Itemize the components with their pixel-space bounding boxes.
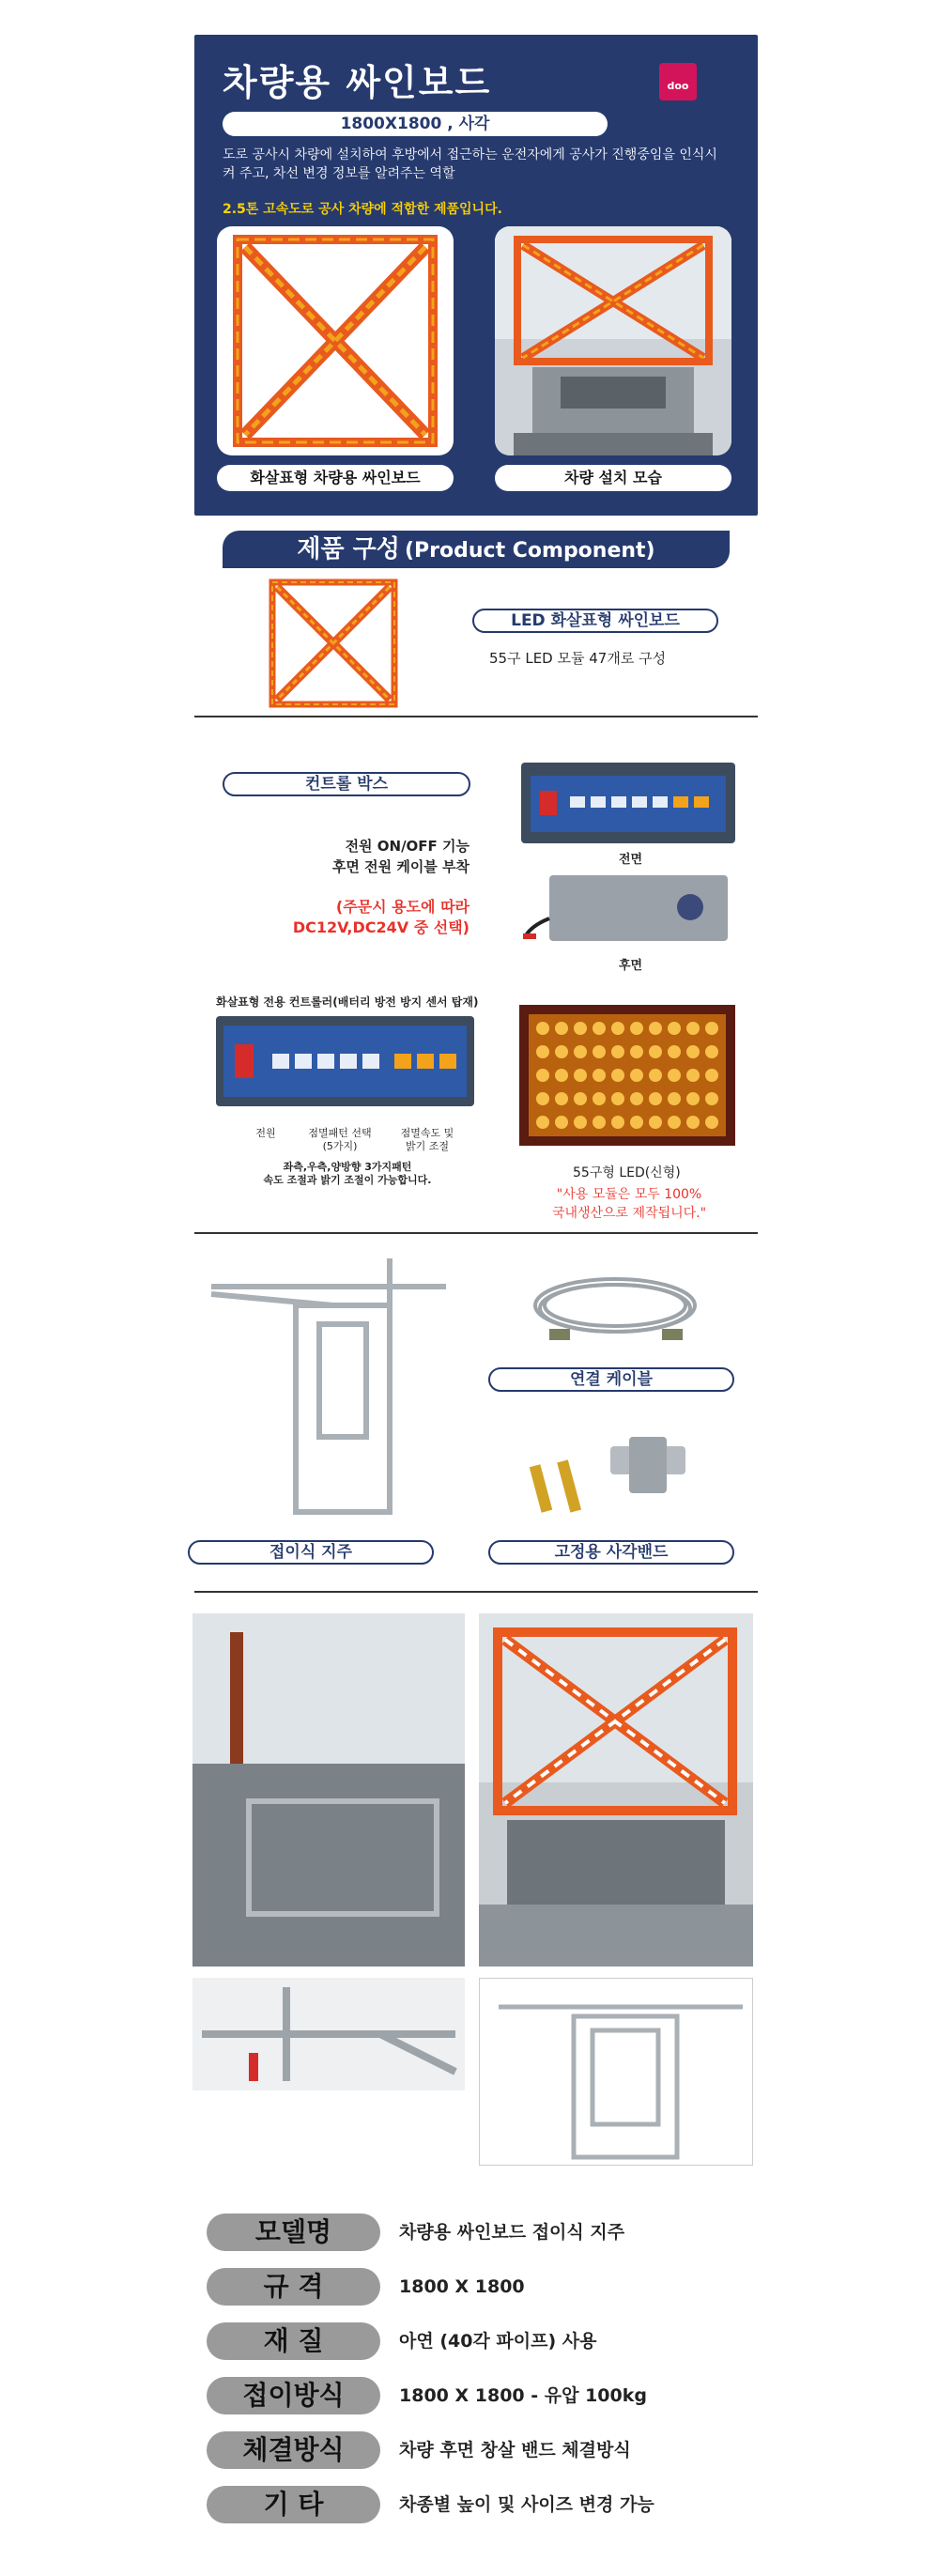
controller-panel-image [216,1016,474,1106]
folding-stand-image [202,1249,455,1521]
led-board-thumbnail [268,578,399,709]
hero-title: 차량용 싸인보드 [223,62,492,103]
controller-note-2: 속도 조절과 밝기 조절이 가능합니다. [263,1174,432,1186]
size-pill: 1800X1800 , 사각 [223,112,608,136]
folding-stand-photo [479,1978,753,2166]
folding-stand-label: 접이식 지주 [188,1540,434,1565]
led-module-label: 55구형 LED(신형) [573,1165,681,1180]
front-label: 전면 [619,853,643,867]
section-title-en: (Product Component) [404,539,655,563]
installation-photo-side [192,1613,465,1967]
spec-label-material: 재 질 [207,2322,380,2360]
spec-value-etc: 차종별 높이 및 사이즈 변경 가능 [399,2494,654,2515]
divider [194,1232,758,1234]
divider [194,716,758,717]
controller-note [235,1161,460,1187]
spec-label-fastening: 체결방식 [207,2431,380,2469]
divider [194,1591,758,1593]
hero-description: 도로 공사시 차량에 설치하여 후방에서 접근하는 운전자에게 공사가 진행중임을 인식시켜 주고, 차선 변경 정보를 알려주는 역할 [223,147,717,181]
spec-label-etc: 기 타 [207,2486,380,2523]
callout-pattern: 점멸패턴 선택 (5가지) [308,1127,372,1152]
control-box-rear-image [521,872,735,950]
spec-value-material: 아연 (40각 파이프) 사용 [399,2331,597,2352]
controller-note-1: 좌측,우측,양방향 3가지패턴 [283,1161,412,1173]
voltage-note-1: (주문시 용도에 따라 [335,898,470,916]
control-features [282,836,470,877]
voltage-note-2: DC12V,DC24V 중 선택) [292,918,470,936]
controller-title: 화살표형 전용 컨트롤러(배터리 방전 방지 센서 탑재) [216,995,479,1009]
led-module-image [519,1005,735,1146]
band-label: 고정용 사각밴드 [488,1540,734,1565]
brand-logo: doo [659,63,697,100]
band-image [526,1427,695,1521]
led-board-desc: 55구 LED 모듈 47개로 구성 [489,650,667,667]
caption-sign-board: 화살표형 차량용 싸인보드 [217,465,454,491]
callout-power: 전원 [255,1127,276,1139]
spec-value-folding: 1800 X 1800 - 유압 100kg [399,2385,647,2406]
hero-banner [194,35,758,516]
feature-cable: 후면 전원 케이블 부착 [331,858,470,875]
spec-value-model: 차량용 싸인보드 접이식 지주 [399,2222,625,2243]
cable-label: 연결 케이블 [488,1367,734,1392]
led-module-note [545,1185,714,1223]
installation-photo-rear [479,1613,753,1967]
section-title-ko: 제품 구성 [297,535,400,563]
led-module-note-2: 국내생산으로 제작됩니다." [551,1206,707,1221]
rear-label: 후면 [619,959,643,973]
spec-value-size: 1800 X 1800 [399,2276,525,2297]
cable-image [521,1263,709,1366]
stand-mechanism-photo [192,1978,465,2090]
voltage-note [263,897,470,938]
control-box-label: 컨트롤 박스 [223,772,470,796]
spec-label-folding: 접이방식 [207,2377,380,2414]
section-header-component [223,531,730,568]
callout-speed: 점멸속도 및 밝기 조절 [400,1127,454,1152]
spec-value-fastening: 차량 후면 창살 밴드 체결방식 [399,2440,631,2460]
control-box-front-image [521,763,735,843]
led-module-note-1: "사용 모듈은 모두 100% [556,1187,702,1202]
truck-installation-image [495,226,731,455]
sign-board-image [217,226,454,455]
spec-label-size: 규 격 [207,2268,380,2306]
led-board-label: LED 화살표형 싸인보드 [472,609,718,633]
spec-label-model: 모델명 [207,2214,380,2251]
hero-highlight: 2.5톤 고속도로 공사 차량에 적합한 제품입니다. [223,202,502,217]
feature-power: 전원 ON/OFF 기능 [345,838,470,855]
caption-installation: 차량 설치 모습 [495,465,731,491]
